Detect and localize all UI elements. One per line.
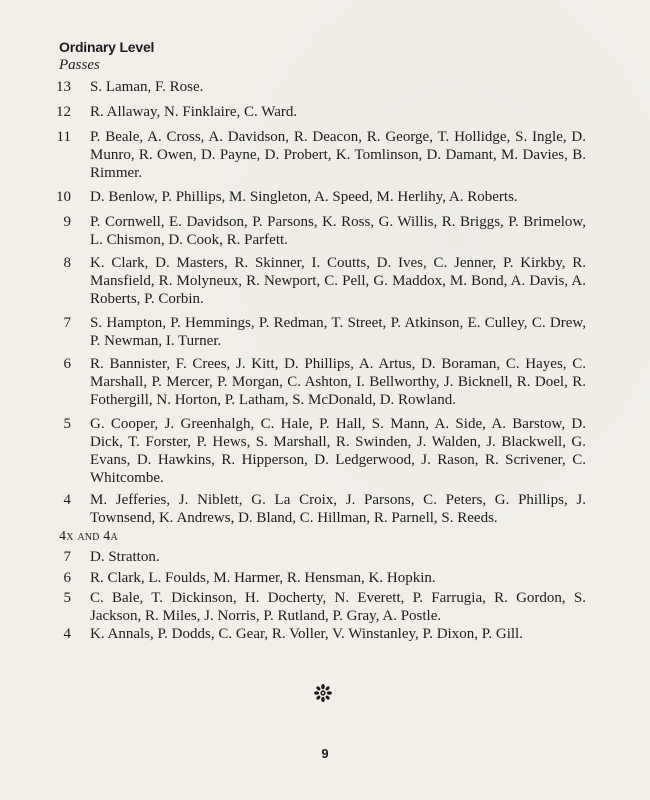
list-item (0, 128, 650, 182)
pass-names: S. Hampton, P. Hemmings, P. Redman, T. Street, P. Atkinson, E. Culley, C. Drew, P. Newman, I. Turner. (90, 315, 586, 349)
pass-names: K. Clark, D. Masters, R. Skinner, I. Coutts, D. Ives, C. Jenner, P. Kirkby, R. Mansfield, R. Molyneux, R. Newport, C. Pell, G. Maddox, M. Bond, A. Davis, A. Roberts, P. Corbin. (90, 255, 586, 307)
pass-names: C. Bale, T. Dickinson, H. Docherty, N. Everett, P. Farrugia, R. Gordon, S. Jackson, R. Miles, J. Norris, P. Rutland, P. Gray, A. Postle. (90, 590, 586, 624)
pass-names: R. Clark, L. Foulds, M. Harmer, R. Hensman, K. Hopkin. (90, 570, 436, 586)
list-item (0, 103, 650, 121)
list-item (0, 254, 650, 308)
list-item (0, 589, 650, 625)
pass-names: P. Cornwell, E. Davidson, P. Parsons, K. Ross, G. Willis, R. Briggs, P. Brimelow, L. Chismon, D. Cook, R. Parfett. (90, 214, 586, 248)
pass-count: 13 (56, 79, 71, 95)
subsection-4x-heading: 4x and 4a (59, 529, 118, 544)
pass-names: K. Annals, P. Dodds, C. Gear, R. Voller, V. Winstanley, P. Dixon, P. Gill. (90, 626, 523, 642)
pass-count: 5 (63, 590, 71, 606)
list-item (0, 491, 650, 527)
list-item (0, 78, 650, 96)
pass-names: D. Stratton. (90, 549, 160, 565)
pass-count: 6 (63, 570, 71, 586)
list-item (0, 355, 650, 409)
pass-count: 4 (63, 492, 71, 508)
pass-names: P. Beale, A. Cross, A. Davidson, R. Deacon, R. George, T. Hollidge, S. Ingle, D. Munro, R. Owen, D. Payne, D. Probert, K. Tomlinson, D. Damant, M. Davies, B. Rimmer. (90, 129, 586, 181)
page-number: 9 (321, 746, 329, 761)
list-item (0, 188, 650, 206)
pass-names: M. Jefferies, J. Niblett, G. La Croix, J. Parsons, C. Peters, G. Phillips, J. Townsend, K. Andrews, D. Bland, C. Hillman, R. Parnell, S. Reeds. (90, 492, 586, 526)
flower-ornament-icon (313, 683, 333, 703)
pass-count: 12 (56, 104, 71, 120)
list-item (0, 415, 650, 487)
list-item (0, 213, 650, 249)
pass-count: 7 (63, 549, 71, 565)
pass-names: R. Bannister, F. Crees, J. Kitt, D. Phillips, A. Artus, D. Boraman, C. Hayes, C. Marshall, P. Mercer, P. Morgan, C. Ashton, I. Bellworthy, J. Bicknell, R. Doel, R. Fothergill, N. Horton, P. Latham, S. McDonald, D. Rowland. (90, 356, 586, 408)
pass-count: 10 (56, 189, 71, 205)
section-heading: Ordinary Level (59, 39, 155, 55)
list-item (0, 569, 650, 587)
pass-names: G. Cooper, J. Greenhalgh, C. Hale, P. Hall, S. Mann, A. Side, A. Barstow, D. Dick, T. Forster, P. Hews, S. Marshall, R. Swinden, J. Walden, J. Blackwell, G. Evans, D. Hawkins, R. Hipperson, D. Ledgerwood, J. Rason, R. Scrivener, C. Whitcombe. (90, 416, 586, 486)
list-item (0, 314, 650, 350)
pass-count: 11 (56, 129, 71, 145)
pass-count: 4 (63, 626, 71, 642)
pass-names: R. Allaway, N. Finklaire, C. Ward. (90, 104, 298, 120)
list-item (0, 548, 650, 566)
pass-names: D. Benlow, P. Phillips, M. Singleton, A. Speed, M. Herlihy, A. Roberts. (90, 189, 518, 205)
pass-count: 9 (63, 214, 71, 230)
pass-count: 6 (63, 356, 71, 372)
pass-names: S. Laman, F. Rose. (90, 79, 204, 95)
list-item (0, 625, 650, 643)
pass-count: 5 (63, 416, 71, 432)
pass-count: 7 (63, 315, 71, 331)
pass-count: 8 (63, 255, 71, 271)
subsection-heading: Passes (59, 57, 100, 73)
